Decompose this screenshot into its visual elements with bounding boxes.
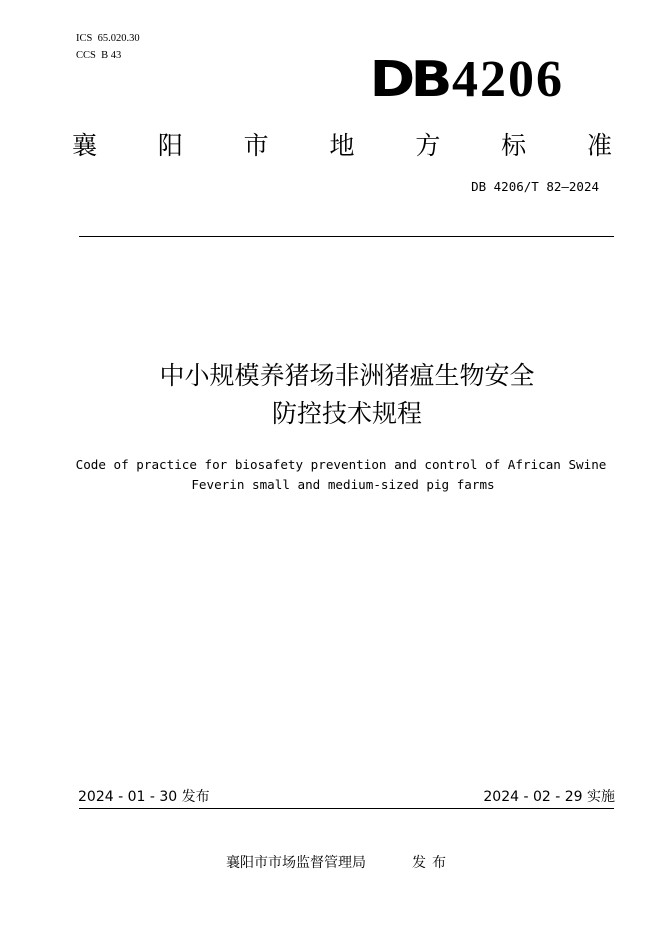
implementation-date: 2024 - 02 - 29 实施 bbox=[483, 789, 615, 805]
ics-code: ICS 65.020.30 bbox=[76, 33, 140, 44]
title-english-line-2: Feverin small and medium-sized pig farms bbox=[191, 477, 495, 492]
standard-mark-logo bbox=[369, 51, 564, 108]
standard-mark-prefix: DB bbox=[369, 51, 448, 108]
publisher-name: 襄阳市市场监督管理局 bbox=[226, 855, 366, 871]
standard-type-heading bbox=[72, 124, 612, 164]
standard-type-char: 市 bbox=[243, 131, 269, 160]
title-chinese-line-1: 中小规模养猪场非洲猪瘟生物安全 bbox=[159, 361, 535, 390]
standard-type-char: 标 bbox=[501, 131, 527, 160]
issue-date: 2024 - 01 - 30 发布 bbox=[78, 789, 210, 805]
standard-type-char: 准 bbox=[586, 131, 612, 160]
publisher-action: 发布 bbox=[412, 855, 452, 871]
standard-type-char: 地 bbox=[329, 131, 355, 160]
standard-mark-code: 4206 bbox=[452, 51, 564, 108]
title-chinese-line-2: 防控技术规程 bbox=[271, 399, 422, 428]
title-english-line-1: Code of practice for biosafety prevention and control of African Swine bbox=[75, 457, 607, 472]
bottom-divider bbox=[79, 808, 614, 809]
standard-type-char: 襄 bbox=[72, 131, 98, 160]
standard-number: DB 4206/T 82—2024 bbox=[471, 179, 599, 194]
standard-type-char: 方 bbox=[415, 131, 441, 160]
standard-type-char: 阳 bbox=[157, 131, 183, 160]
ccs-code: CCS B 43 bbox=[76, 50, 122, 61]
top-divider bbox=[79, 236, 614, 237]
